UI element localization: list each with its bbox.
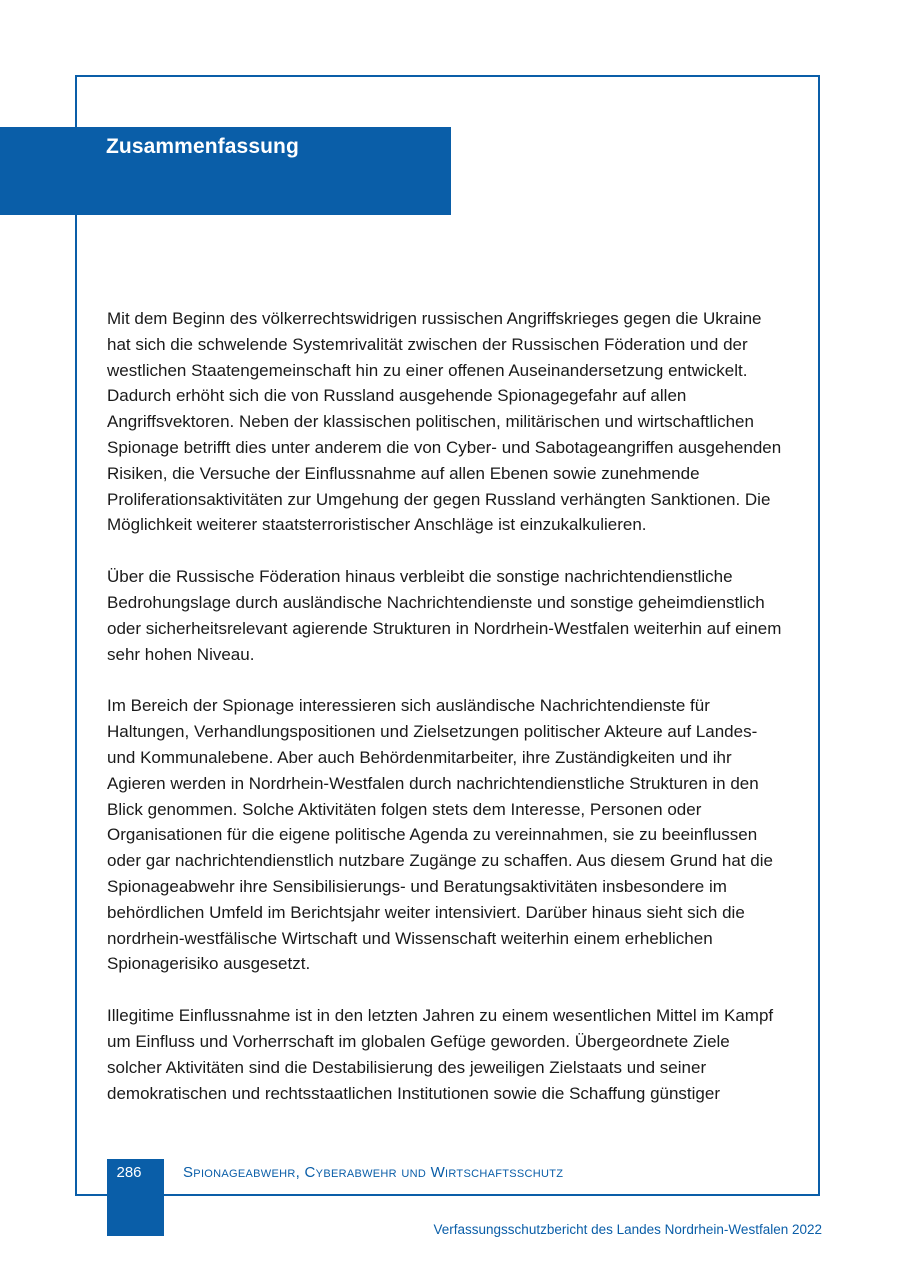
paragraph-4: Illegitime Einflussnahme ist in den letzten Jahren zu einem wesentlichen Mittel im Kampf um Einfluss und Vorherrschaft im globalen Gefüge geworden. Übergeordnete Ziele solcher Aktivitäten sind die Destabilisierung des jeweiligen Zielstaats und seiner demokratischen und rechtsstaatlichen Institutionen sowie die Schaffung günstiger	[107, 1006, 774, 1103]
paragraph-3: Im Bereich der Spionage interessieren sich ausländische Nachrichtendienste für Haltungen, Verhandlungspositionen und Zielsetzungen politischer Akteure auf Landes- und Kommunalebene. Aber auch Behördenmitarbeiter, ihre Zuständigkeiten und ihr Agieren werden in Nordrhein-Westfalen durch nachrichtendienstliche Strukturen in den Blick genommen. Solche Aktivitäten folgen stets dem Interesse, Personen oder Organisationen für die eigene politische Agenda zu vereinnahmen, sie zu beeinflussen oder gar nachrichtendienstlich nutzbare Zugänge zu schaffen. Aus diesem Grund hat die Spionageabwehr ihre Sensibilisierungs- und Beratungsaktivitäten insbesondere im behördlichen Umfeld im Berichtsjahr weiter intensiviert. Darüber hinaus sieht sich die nordrhein-westfälische Wirtschaft und Wissenschaft weiterhin einem erheblichen Spionagerisiko ausgesetzt.	[107, 696, 773, 974]
section-title: Spionageabwehr, Cyberabwehr und Wirtschaftsschutz	[183, 1164, 564, 1181]
report-title: Verfassungsschutzbericht des Landes Nordrhein-Westfalen 2022	[433, 1222, 822, 1237]
title-band	[0, 127, 451, 215]
body-text	[107, 306, 787, 1132]
page-title: Zusammenfassung	[106, 135, 299, 158]
paragraph-2: Über die Russische Föderation hinaus verbleibt die sonstige nachrichtendienstliche Bedrohungslage durch ausländische Nachrichtendienste und sonstige geheimdienstlich oder sicherheitsrelevant agierende Strukturen in Nordrhein-Westfalen weiterhin auf einem sehr hohen Niveau.	[107, 567, 782, 664]
page-number: 286	[116, 1164, 142, 1181]
paragraph-1: Mit dem Beginn des völkerrechtswidrigen russischen Angriffskrieges gegen die Ukraine hat sich die schwelende Systemrivalität zwischen der Russischen Föderation und der westlichen Staatengemeinschaft hin zu einer offenen Auseinandersetzung entwickelt. Dadurch erhöht sich die von Russland ausgehende Spionagegefahr auf allen Angriffsvektoren. Neben der klassischen politischen, militärischen und wirtschaftlichen Spionage betrifft dies unter anderem die von Cyber- und Sabotageangriffen ausgehenden Risiken, die Versuche der Einflussnahme auf allen Ebenen sowie zunehmende Proliferationsaktivitäten zur Umgehung der gegen Russland verhängten Sanktionen. Die Möglichkeit weiterer staatsterroristischer Anschläge ist einzukalkulieren.	[107, 309, 782, 535]
page-number-box	[107, 1159, 164, 1236]
